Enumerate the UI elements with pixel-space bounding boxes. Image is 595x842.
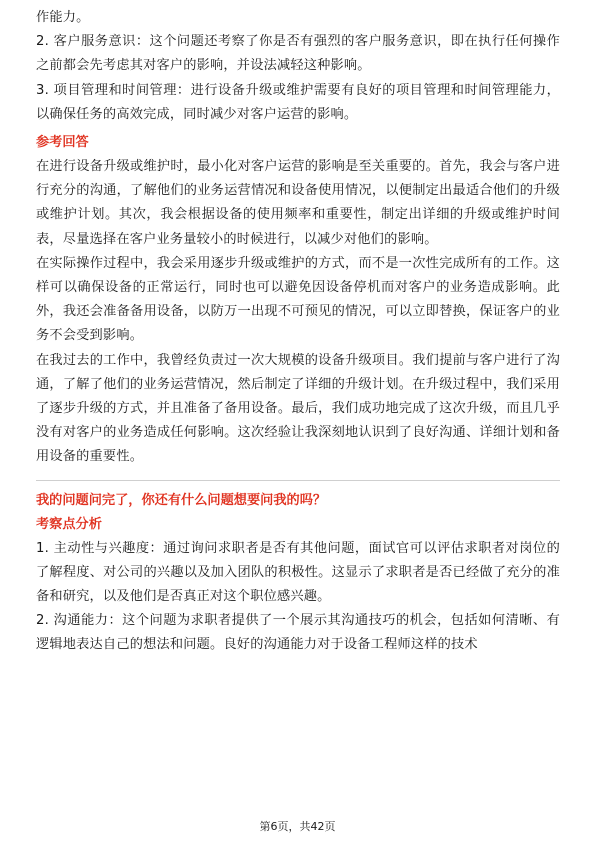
reference-answer-heading: 参考回答 [36,135,89,151]
document-page [36,6,560,658]
section-divider [36,480,560,481]
page-number: 第6页，共42页 [259,820,336,833]
question-title: 我的问题问完了，你还有什么问题想要问我的吗？ [36,492,327,508]
analysis-heading: 考察点分析 [36,516,102,532]
answer-paragraph: 在实际操作过程中，我会采用逐步升级或维护的方式，而不是一次性完成所有的工作。这样可以确保设备的正常运行，同时也可以避免因设备停机而对客户的业务造成影响。此外，我还会准备备用设备，以防万一出现不可预见的情况，可以立即替换，保证客户的业务不会受到影响。 [36,255,560,344]
answer-paragraph: 在进行设备升级或维护时，最小化对客户运营的影响是至关重要的。首先，我会与客户进行充分的沟通，了解他们的业务运营情况和设备使用情况，以便制定出最适合他们的升级或维护计划。其次，我会根据设备的使用频率和重要性，制定出详细的升级或维护时间表，尽量选择在客户业务量较小的时候进行，以减少对他们的影响。 [36,159,560,247]
analysis-point-communication: 2. 沟通能力：这个问题为求职者提供了一个展示其沟通技巧的机会，包括如何清晰、有逻辑地表达自己的想法和问题。良好的沟通能力对于设备工程师这样的技术 [36,613,560,653]
prev-answer-tail: 作能力。 [36,10,90,25]
analysis-point-initiative: 1. 主动性与兴趣度：通过询问求职者是否有其他问题，面试官可以评估求职者对岗位的了解程度、对公司的兴趣以及加入团队的积极性。这显示了求职者是否已经做了充分的准备和研究，以及他们是否真正对这个职位感兴趣。 [36,540,560,605]
prev-point-customer-service: 2. 客户服务意识：这个问题还考察了你是否有强烈的客户服务意识，即在执行任何操作之前都会先考虑其对客户的影响，并设法减轻这种影响。 [36,34,560,74]
prev-point-project-management: 3. 项目管理和时间管理：进行设备升级或维护需要有良好的项目管理和时间管理能力，以确保任务的高效完成，同时减少对客户运营的影响。 [36,82,560,122]
answer-paragraph: 在我过去的工作中，我曾经负责过一次大规模的设备升级项目。我们提前与客户进行了沟通，了解了他们的业务运营情况，然后制定了详细的升级计划。在升级过程中，我们采用了逐步升级的方式，并且准备了备用设备。最后，我们成功地完成了这次升级，而且几乎没有对客户的业务造成任何影响。这次经验让我深刻地认识到了良好沟通、详细计划和备用设备的重要性。 [36,352,560,465]
